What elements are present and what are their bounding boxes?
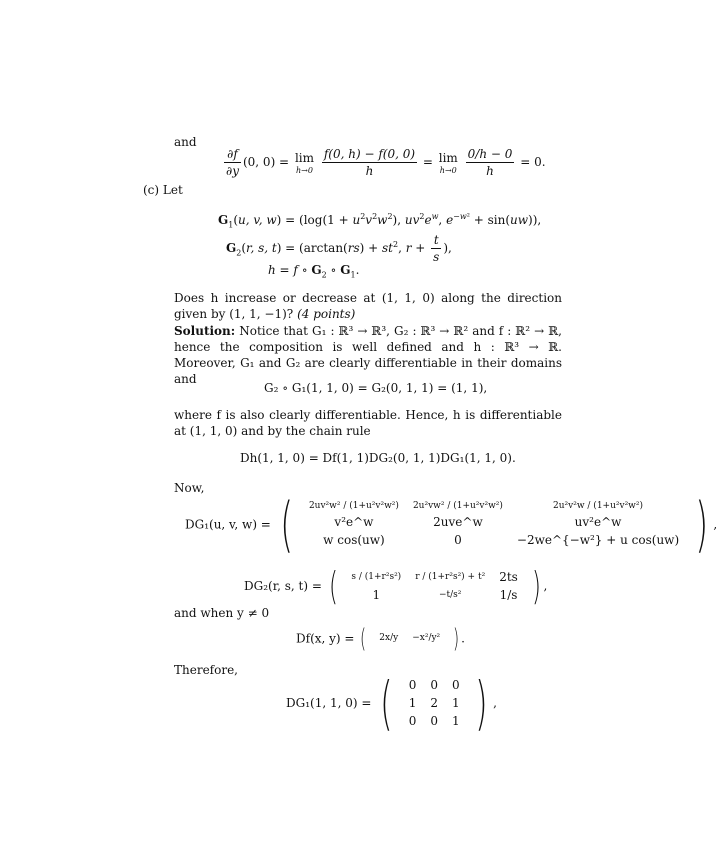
df-matrix: [372, 632, 447, 645]
matrix-cell: s / (1+r²s²): [351, 571, 402, 582]
limit-operator-2: lim h→0: [438, 151, 458, 175]
matrix-cell: 2ts: [499, 570, 518, 584]
matrix-cell: 1: [372, 588, 381, 602]
dg1-evaluated-matrix: [402, 676, 467, 730]
solution-paragraph: Solution: Notice that G₁ : ℝ³ → ℝ³, G₂ : ℝ³ → ℝ² and f : ℝ² → ℝ, hence the composition is well defined and h : ℝ³ → ℝ. Moreover, G₁ and G₂ are clearly differentiable in their domains and: [174, 324, 562, 386]
h-definition: h = f ∘ $G_2$ ∘ $G_1$.: [268, 263, 360, 280]
dg1-jacobian: DG₁(u, v, w) = ( 2uv²w² / (1+u²v²w²) 2u²vw² / (1+u²v²w²) 2u²v²w / (1+u²v²w²) v²e^w 2uve^w uv²e^w w cos(uw) 0 −2we^{−w²} + u cos(uw) ) ,: [185, 489, 717, 560]
matrix-cell: −t/s²: [438, 589, 462, 600]
dg1-matrix: [302, 500, 686, 549]
partial-fraction: $\frac{\partial f}{\partial y}$: [226, 147, 239, 178]
dg1-evaluated: DG₁(1, 1, 0) = ( 0 0 0 1 2 1 0 0 1 ) ,: [286, 669, 497, 737]
matrix-cell: 2x/y: [379, 633, 399, 643]
matrix-cell: 1/s: [499, 588, 518, 602]
matrix-cell: 0: [454, 533, 462, 547]
where-paragraph: where f is also clearly differentiable. Hence, h is differentiable at (1, 1, 0) and by the chain rule: [174, 408, 562, 438]
matrix-cell: 1: [408, 696, 417, 710]
df-gradient: Df(x, y) = ( 2x/y −x²/y² ) .: [296, 623, 465, 654]
question-paragraph: Does h increase or decrease at (1, 1, 0) along the direction given by (1, 1, −1)? (4 points): [174, 291, 562, 321]
text-and-when: and when y ≠ 0: [174, 606, 270, 620]
matrix-cell: 2uve^w: [433, 515, 483, 529]
matrix-cell: 2u²v²w / (1+u²v²w²): [553, 501, 644, 511]
matrix-cell: r / (1+r²s²) + t²: [415, 571, 486, 582]
matrix-cell: 0: [430, 714, 438, 728]
part-c-label: (c) Let: [143, 183, 183, 197]
matrix-cell: w cos(uw): [323, 533, 385, 547]
matrix-cell: v²e^w: [334, 515, 374, 529]
dg2-jacobian: DG₂(r, s, t) = ( s / (1+r²s²) r / (1+r²s²) + t² 2ts 1 −t/s² 1/s ) ,: [244, 564, 548, 608]
text-now: Now,: [174, 481, 205, 495]
matrix-cell: −2we^{−w²} + u cos(uw): [516, 533, 680, 547]
chain-rule-equation: Dh(1, 1, 0) = Df(1, 1)DG₂(0, 1, 1)DG₁(1, 1, 0).: [240, 451, 516, 465]
matrix-cell: uv²e^w: [574, 515, 622, 529]
matrix-cell: 1: [452, 696, 460, 710]
text-therefore: Therefore,: [174, 663, 238, 677]
difference-quotient: $\frac{f(0, h) - f(0, 0)}{h}$: [323, 147, 416, 178]
matrix-cell: 1: [452, 714, 460, 728]
g2-definition: $G_2(r$, s, $t) = (\arctan(rs) + st^2$, r + $\frac{t}{s}$ ),: [226, 233, 452, 264]
limit-operator: lim h→0: [294, 151, 315, 175]
text-and: and: [174, 135, 197, 149]
zero-quotient: $\frac{0/h - 0}{h}$: [467, 147, 513, 178]
matrix-cell: 2: [430, 696, 438, 710]
matrix-cell: 0: [452, 678, 460, 692]
g1-definition: $G_1(u$, v, $w) = (\log(1 + u^2v^2w^2)$, $uv^2e^w$, $e^{-w^2} + \sin(uw)$),: [218, 212, 542, 230]
matrix-cell: 2uv²w² / (1+u²v²w²): [308, 501, 399, 511]
matrix-cell: −x²/y²: [412, 633, 441, 643]
matrix-cell: 0: [408, 714, 417, 728]
matrix-cell: 0: [430, 678, 438, 692]
matrix-cell: 2u²vw² / (1+u²v²w²): [412, 501, 503, 511]
partial-derivative-equation: $\frac{\partial f}{\partial y}$ (0, 0) = lim h→0 $\frac{f(0, h) - f(0, 0)}{h}$ = lim h→0 $\frac{0/h - 0}{h}$ = 0.: [226, 147, 546, 178]
dg2-matrix: [344, 568, 524, 604]
matrix-cell: 0: [408, 678, 417, 692]
composition-equation: G₂ ∘ G₁(1, 1, 0) = G₂(0, 1, 1) = (1, 1),: [264, 381, 488, 395]
